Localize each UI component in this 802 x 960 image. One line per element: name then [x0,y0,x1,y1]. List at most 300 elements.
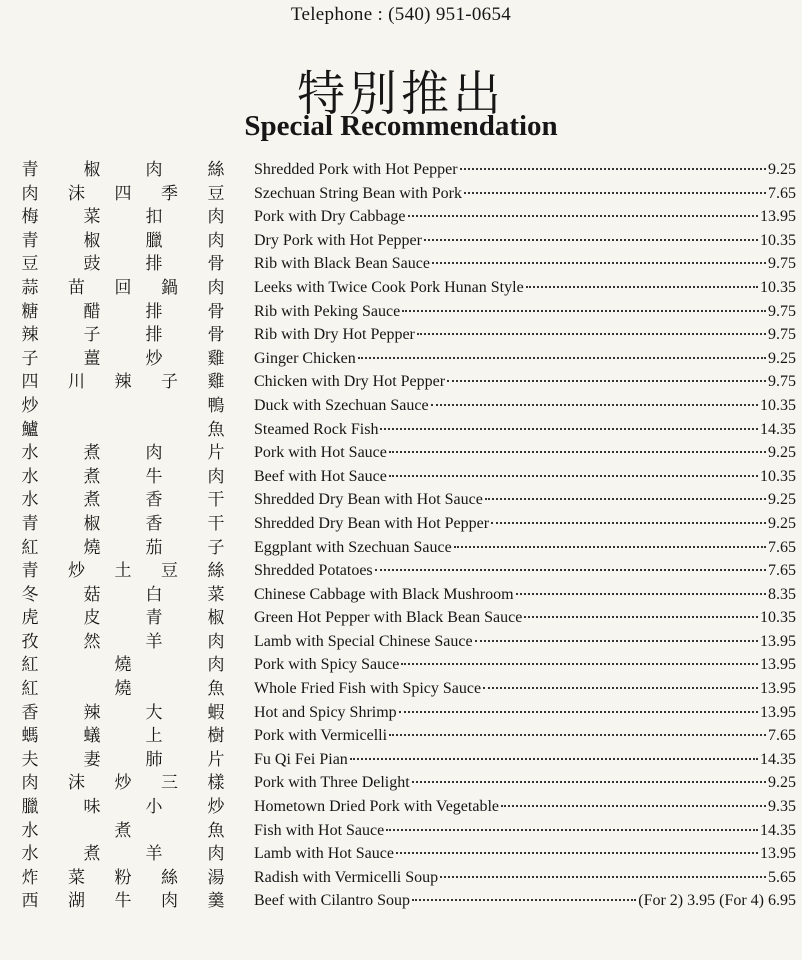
menu-item-english-line [254,606,796,629]
dot-leader [402,310,766,312]
chinese-character: 白 [145,584,163,605]
dot-leader [432,262,766,264]
menu-item-price: 9.75 [768,255,796,273]
menu-item-price: 9.25 [768,161,796,178]
menu-item-english-line [254,205,796,228]
menu-item-chinese-name [20,348,226,371]
chinese-character: 季 [161,183,178,204]
menu-item [0,488,802,512]
chinese-character: 炸 [21,867,39,888]
chinese-character: 椒 [83,160,101,180]
menu-item-price: 9.25 [768,774,796,792]
menu-item-chinese-name [20,277,226,300]
menu-item [0,465,802,489]
menu-item-english-line [254,370,796,393]
menu-item [0,606,802,630]
chinese-character: 炒 [114,773,132,794]
chinese-character: 三 [161,773,178,794]
menu-item-price: 9.75 [768,326,796,344]
menu-item-price: 10.35 [760,609,796,627]
chinese-character [113,419,133,442]
chinese-character: 臘 [21,797,39,818]
menu-item-chinese-name [20,442,226,465]
chinese-character: 牛 [114,891,132,912]
chinese-character: 排 [145,301,163,322]
chinese-character: 牛 [145,466,163,487]
menu-item-chinese-name [20,324,226,347]
chinese-character: 樹 [207,726,225,747]
menu-item-english-name: Chicken with Dry Hot Pepper [254,373,446,391]
menu-item [0,630,802,654]
chinese-character: 椒 [83,230,101,251]
menu-item [0,252,802,276]
menu-item-chinese-name [20,466,226,489]
chinese-character [67,820,87,843]
menu-item-english-line [254,182,796,205]
menu-item-english-name: Ginger Chicken [254,349,356,367]
menu-item-chinese-name [20,631,226,654]
dot-leader [483,687,758,689]
menu-item [0,512,802,536]
menu-item-english-name: Pork with Spicy Sauce [254,656,400,674]
menu-item-chinese-name [20,725,226,748]
menu-item [0,158,802,182]
menu-item-chinese-name [20,867,226,890]
menu-item-english-line [254,771,796,794]
menu-item-price: 14.35 [760,750,796,768]
menu-item-english-name: Whole Fried Fish with Spicy Sauce [254,680,482,698]
menu-item-chinese-name [20,843,226,866]
chinese-character: 茄 [145,537,163,558]
chinese-character: 豉 [83,254,101,275]
dot-leader [408,215,758,217]
menu-item [0,842,802,866]
menu-item-chinese-name [20,301,226,324]
menu-item-price: 9.75 [768,373,796,391]
menu-item-chinese-name [20,230,226,253]
chinese-character: 水 [21,443,39,464]
chinese-character: 味 [83,797,101,818]
dot-leader [358,357,766,359]
chinese-character [67,395,87,418]
dot-leader [396,852,758,854]
menu-item-price: 13.95 [760,845,796,863]
dot-leader [424,239,758,241]
menu-item-chinese-name [20,183,226,206]
menu-item-english-line [254,842,796,865]
menu-item [0,701,802,725]
menu-item-english-name: Rib with Peking Sauce [254,302,401,320]
chinese-character: 水 [21,820,39,841]
chinese-character: 紅 [21,655,39,676]
chinese-character: 子 [207,537,225,558]
menu-item-english-line [254,866,796,889]
chinese-character [160,419,180,442]
chinese-character: 煮 [83,844,101,865]
chinese-character: 魚 [207,679,225,700]
menu-item-english-name: Eggplant with Szechuan Sauce [254,538,452,556]
chinese-character: 香 [21,702,39,723]
chinese-character: 豆 [207,183,225,204]
chinese-character: 鱸 [21,419,39,440]
chinese-character: 然 [83,631,101,652]
menu-item-english-name: Hometown Dried Pork with Vegetable [254,798,499,816]
chinese-character: 雞 [207,348,225,369]
menu-item-price: (For 2) 3.95 (For 4) 6.95 [638,892,796,910]
chinese-character: 魚 [207,820,225,841]
menu-item-english-line [254,536,796,559]
chinese-character: 煮 [83,443,101,464]
chinese-character: 上 [145,726,163,747]
menu-item-english-line [254,488,796,511]
chinese-character: 肉 [145,443,163,464]
section-title-english: Special Recommendation [244,110,558,142]
menu-item-english-line [254,300,796,323]
chinese-character: 醋 [83,301,101,322]
menu-item-english-line [254,583,796,606]
chinese-character: 椒 [207,608,225,629]
chinese-character: 排 [145,254,163,275]
chinese-character: 妻 [83,749,101,770]
menu-item-english-name: Rib with Dry Hot Pepper [254,326,415,344]
chinese-character: 紅 [21,679,39,700]
menu-item [0,347,802,371]
dot-leader [380,428,758,430]
chinese-character: 香 [145,490,163,511]
menu-item [0,819,802,843]
menu-item-price: 13.95 [760,208,796,226]
chinese-character: 紅 [21,537,39,558]
menu-item-price: 9.25 [768,444,796,462]
dot-leader [460,168,766,170]
menu-item-price: 7.65 [768,538,796,556]
chinese-character: 排 [145,325,163,346]
chinese-character: 羊 [145,631,163,652]
chinese-character: 燒 [114,655,132,676]
chinese-character: 燒 [114,679,132,700]
menu-item-english-name: Beef with Cilantro Soup [254,892,410,910]
menu-item [0,536,802,560]
chinese-character: 鴨 [207,395,225,416]
menu-item-english-line [254,701,796,724]
menu-item-chinese-name [20,890,226,913]
dot-leader [375,569,766,571]
chinese-character: 菜 [207,584,225,605]
dot-leader [491,522,766,524]
chinese-character: 肉 [207,466,225,487]
menu-item-english-line [254,465,796,488]
chinese-character: 夫 [21,749,39,770]
dot-leader [501,805,766,807]
chinese-character: 湖 [68,891,85,912]
chinese-character: 炒 [145,348,163,369]
chinese-character: 四 [114,183,132,204]
dot-leader [389,475,758,477]
menu-item [0,724,802,748]
menu-item [0,889,802,913]
dot-leader [524,616,758,618]
chinese-character: 辣 [83,702,101,723]
chinese-character: 蟻 [83,726,101,747]
menu-item-chinese-name [20,419,226,442]
chinese-character: 湯 [207,867,225,888]
menu-item-english-name: Szechuan String Bean with Pork [254,184,462,202]
menu-list [0,158,802,913]
chinese-character: 肉 [207,655,225,676]
telephone-line: Telephone : (540) 951-0654 [290,4,512,25]
menu-item-english-line [254,889,796,912]
menu-item-price: 13.95 [760,632,796,650]
chinese-character: 四 [21,372,39,393]
menu-item-chinese-name [20,371,226,394]
chinese-character: 魚 [207,419,225,440]
menu-item-price: 14.35 [760,420,796,438]
menu-item-english-line [254,819,796,842]
chinese-character: 菇 [83,584,101,605]
menu-item [0,229,802,253]
menu-item [0,418,802,442]
chinese-character: 青 [21,561,39,582]
dot-leader [386,829,758,831]
chinese-character: 椒 [83,513,101,534]
chinese-character: 水 [21,844,39,865]
menu-item-price: 10.35 [760,231,796,249]
chinese-character: 煮 [83,490,101,511]
menu-item-chinese-name [20,489,226,512]
menu-item-english-name: Fu Qi Fei Pian [254,750,348,768]
menu-item-english-line [254,653,796,676]
menu-item-english-name: Rib with Black Bean Sauce [254,255,430,273]
menu-item-price: 13.95 [760,680,796,698]
menu-item-chinese-name [20,607,226,630]
chinese-character [160,395,180,418]
menu-item-price: 8.35 [768,585,796,603]
chinese-character: 蒜 [21,277,39,298]
menu-item [0,182,802,206]
menu-item-english-name: Shredded Dry Bean with Hot Pepper [254,514,490,532]
menu-item-english-line [254,512,796,535]
menu-item-chinese-name [20,820,226,843]
menu-item-price: 9.25 [768,514,796,532]
menu-item-english-line [254,441,796,464]
menu-item-english-name: Steamed Rock Fish [254,420,379,438]
chinese-character: 炒 [21,395,39,416]
menu-item-english-name: Fish with Hot Sauce [254,821,385,839]
menu-item-english-line [254,677,796,700]
chinese-character: 扣 [145,207,163,228]
chinese-character: 肉 [207,844,225,865]
menu-item [0,748,802,772]
chinese-character: 沫 [68,773,85,794]
menu-item-price: 5.65 [768,868,796,886]
chinese-character: 子 [83,325,101,346]
menu-item-price: 10.35 [760,396,796,414]
menu-item-chinese-name [20,206,226,229]
menu-item-english-line [254,630,796,653]
chinese-character: 子 [161,372,178,393]
menu-item-english-line [254,559,796,582]
menu-item [0,677,802,701]
menu-item-chinese-name [20,796,226,819]
chinese-character: 薑 [83,348,101,369]
chinese-character: 肉 [161,891,178,912]
menu-item-english-name: Pork with Vermicelli [254,727,388,745]
menu-item-english-name: Green Hot Pepper with Black Bean Sauce [254,609,523,627]
chinese-character: 西 [21,891,39,912]
chinese-character: 菜 [83,207,101,228]
chinese-character: 骨 [207,254,225,275]
chinese-character: 骨 [207,325,225,346]
chinese-character: 干 [207,513,225,534]
menu-item-english-line [254,276,796,299]
chinese-character: 青 [21,513,39,534]
menu-item-english-line [254,394,796,417]
menu-item-chinese-name [20,584,226,607]
menu-item [0,866,802,890]
dot-leader [389,451,766,453]
chinese-character: 青 [21,230,39,251]
chinese-character: 川 [68,372,85,393]
menu-item-chinese-name [20,159,226,182]
menu-item [0,653,802,677]
chinese-character: 煮 [114,820,132,841]
menu-item-english-line [254,724,796,747]
chinese-character: 青 [145,608,163,629]
dot-leader [447,380,766,382]
menu-item-chinese-name [20,654,226,677]
menu-item-chinese-name [20,702,226,725]
menu-item-english-name: Pork with Three Delight [254,774,410,792]
chinese-character: 絲 [161,867,178,888]
menu-item-price: 13.95 [760,703,796,721]
dot-leader [440,876,766,878]
chinese-character: 肺 [145,749,163,770]
chinese-character: 絲 [207,561,225,582]
menu-item-english-name: Dry Pork with Hot Pepper [254,231,422,249]
chinese-character: 大 [145,702,163,723]
menu-item-english-name: Duck with Szechuan Sauce [254,396,429,414]
chinese-character: 骨 [207,301,225,322]
menu-item [0,300,802,324]
dot-leader [526,286,758,288]
menu-item-english-name: Lamb with Hot Sauce [254,845,394,863]
menu-item-chinese-name [20,749,226,772]
menu-item-english-name: Radish with Vermicelli Soup [254,868,439,886]
menu-item-chinese-name [20,395,226,418]
menu-item [0,771,802,795]
menu-item-english-line [254,323,796,346]
menu-item-english-name: Chinese Cabbage with Black Mushroom [254,585,514,603]
menu-item-price: 9.35 [768,798,796,816]
menu-item-chinese-name [20,253,226,276]
menu-item-english-line [254,229,796,252]
chinese-character: 蝦 [207,702,225,723]
menu-item [0,583,802,607]
menu-item-price: 9.25 [768,349,796,367]
dot-leader [412,899,636,901]
chinese-character: 樣 [207,773,225,794]
menu-item-english-line [254,252,796,275]
menu-item-price: 7.65 [768,184,796,202]
dot-leader [412,781,766,783]
menu-item [0,323,802,347]
menu-item [0,795,802,819]
chinese-character [160,654,180,677]
chinese-character: 肉 [21,183,39,204]
chinese-character: 子 [21,348,39,369]
menu-item-chinese-name [20,772,226,795]
menu-item-english-name: Pork with Dry Cabbage [254,208,406,226]
chinese-character: 水 [21,466,39,487]
chinese-character: 豆 [21,254,39,275]
menu-item-english-line [254,347,796,370]
menu-item [0,441,802,465]
chinese-character: 炒 [68,561,85,582]
dot-leader [389,734,766,736]
dot-leader [454,546,766,548]
menu-item-english-name: Shredded Potatoes [254,562,373,580]
chinese-character: 沫 [68,183,85,204]
menu-item-english-name: Leeks with Twice Cook Pork Hunan Style [254,278,524,296]
menu-item-price: 9.25 [768,491,796,509]
chinese-character [67,654,87,677]
menu-item-price: 7.65 [768,727,796,745]
chinese-character [67,678,87,701]
menu-item-chinese-name [20,678,226,701]
menu-item [0,276,802,300]
menu-item [0,205,802,229]
chinese-character: 片 [207,749,225,770]
menu-item-price: 9.75 [768,302,796,320]
chinese-character: 回 [114,277,132,298]
menu-item-chinese-name [20,513,226,536]
chinese-character: 皮 [83,608,101,629]
chinese-character: 片 [207,443,225,464]
chinese-character: 肉 [207,277,225,298]
chinese-character: 肉 [207,230,225,251]
dot-leader [350,758,758,760]
chinese-character: 燒 [83,537,101,558]
menu-item-price: 10.35 [760,278,796,296]
dot-leader [485,498,766,500]
chinese-character: 菜 [68,867,85,888]
menu-item-english-line [254,418,796,441]
dot-leader [401,663,758,665]
menu-item-chinese-name [20,560,226,583]
chinese-character: 糖 [21,301,39,322]
chinese-character: 青 [21,160,39,180]
menu-item-english-name: Beef with Hot Sauce [254,467,387,485]
chinese-character [67,419,87,442]
menu-item-chinese-name [20,537,226,560]
dot-leader [399,711,758,713]
chinese-character: 苗 [68,277,85,298]
chinese-character: 辣 [114,372,132,393]
chinese-character [160,678,180,701]
menu-item-english-name: Lamb with Special Chinese Sauce [254,632,473,650]
chinese-character: 臘 [145,230,163,251]
chinese-character: 肉 [21,773,39,794]
dot-leader [475,640,758,642]
chinese-character [113,395,133,418]
chinese-character: 肉 [145,160,163,180]
menu-item-english-line [254,795,796,818]
chinese-character: 水 [21,490,39,511]
section-title-chinese: 特別推出 [296,66,505,122]
menu-item [0,394,802,418]
menu-item-english-line [254,748,796,771]
chinese-character: 鍋 [161,277,178,298]
